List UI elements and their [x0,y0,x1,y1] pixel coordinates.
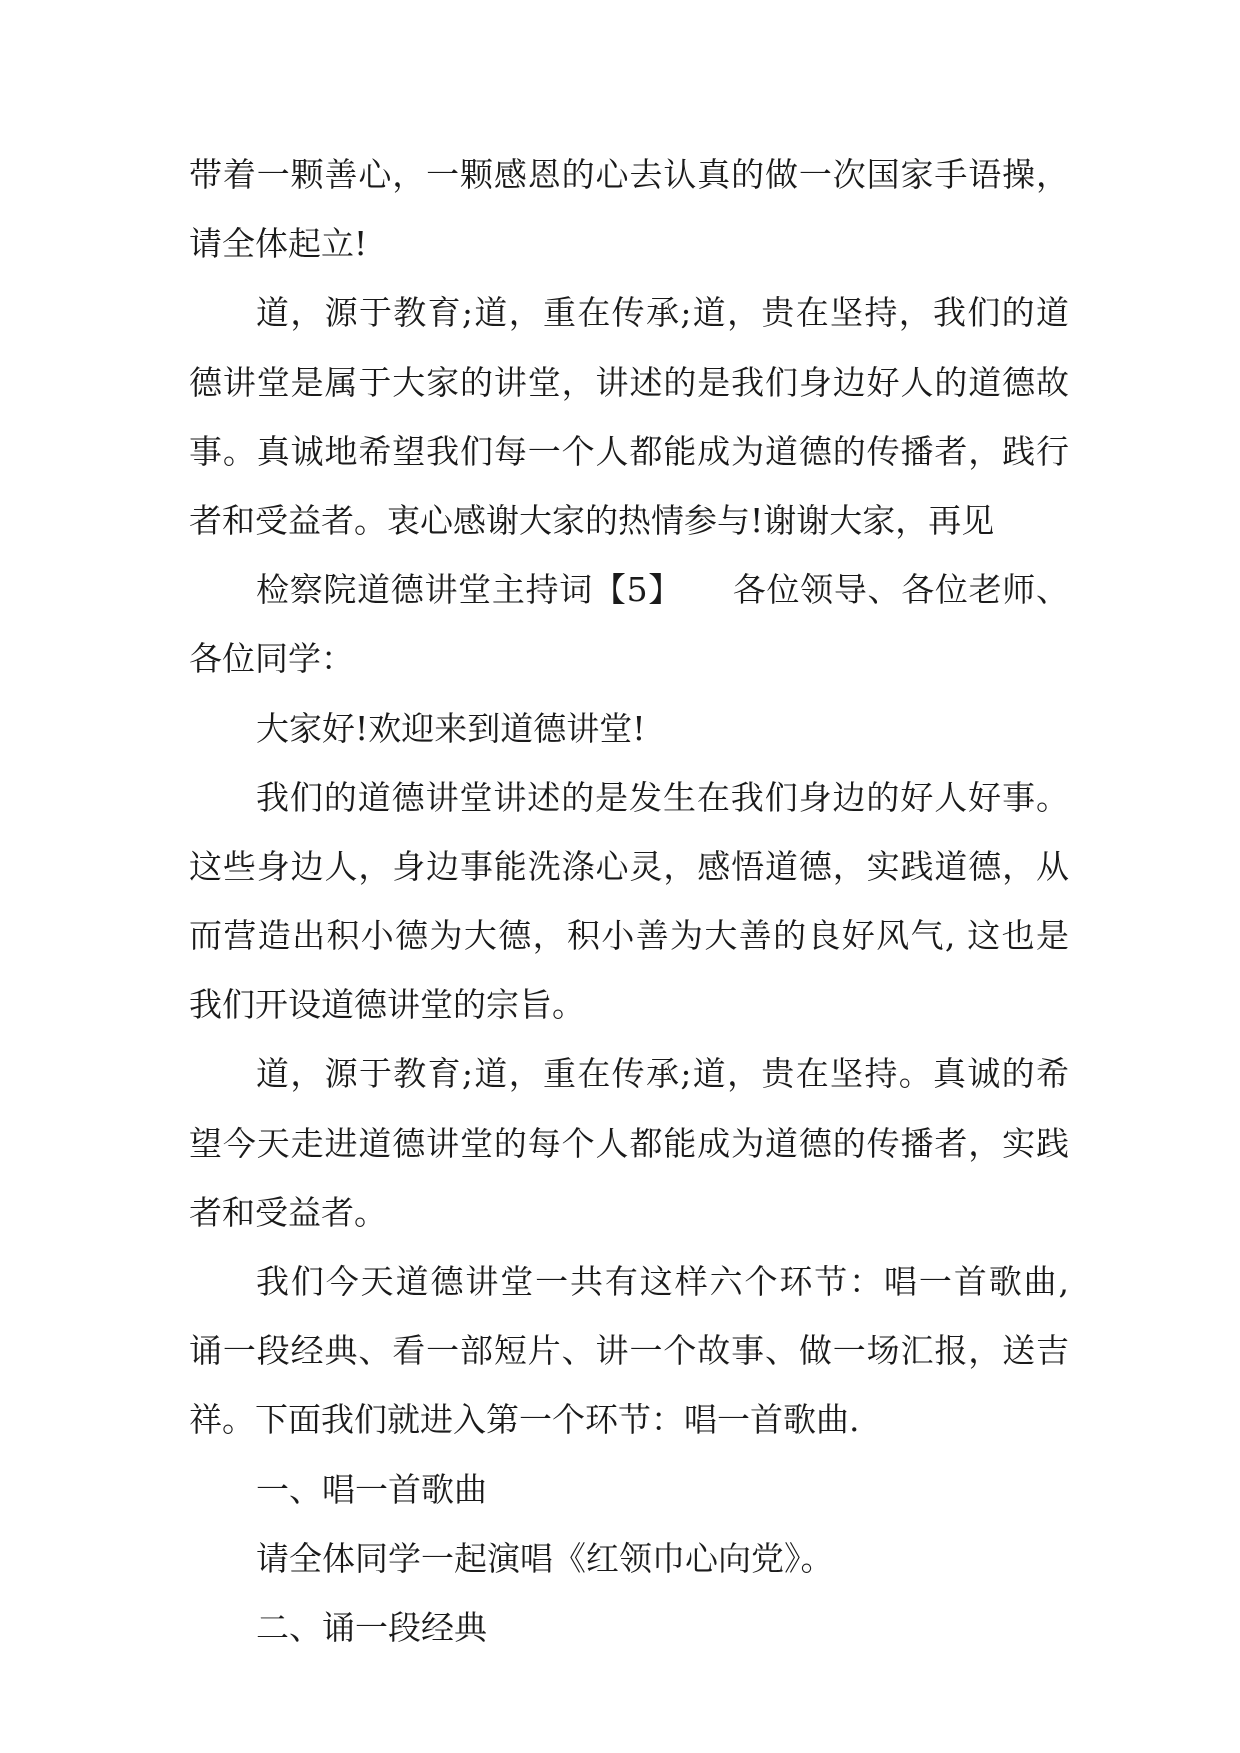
text-line: 请全体起立! [189,224,368,264]
text-line: 者和受益者。衷心感谢大家的热情参与!谢谢大家，再见 [189,500,995,540]
text-line: 我们今天道德讲堂一共有这样六个环节：唱一首歌曲, [256,1262,1069,1301]
paragraph-sign-language [189,140,1069,278]
text-line: 德讲堂是属于大家的讲堂，讲述的是我们身边好人的道德故 [189,362,1069,402]
text-line: 望今天走进道德讲堂的每个人都能成为道德的传播者，实践 [189,1123,1069,1163]
paragraph-item-one-body [189,1524,1069,1593]
text-line: 请全体同学一起演唱《红领巾心向党》。 [256,1538,834,1578]
document-body [189,140,1069,1662]
text-line: 道，源于教育;道，重在传承;道，贵在坚持。真诚的希 [256,1054,1069,1094]
paragraph-hope [189,1039,1069,1247]
paragraph-item-two-heading [189,1593,1069,1662]
text-line: 祥。下面我们就进入第一个环节：唱一首歌曲. [189,1400,860,1440]
list-heading: 一、唱一首歌曲 [256,1469,487,1509]
text-line: 带着一颗善心，一颗感恩的心去认真的做一次国家手语操， [189,155,1069,194]
text-line: 者和受益者。 [189,1192,387,1232]
text-line: 事。真诚地希望我们每一个人都能成为道德的传播者，践行 [189,431,1069,471]
paragraph-purpose [189,763,1069,1040]
text-line: 我们的道德讲堂讲述的是发生在我们身边的好人好事。 [256,777,1069,817]
text-line: 诵一段经典、看一部短片、讲一个故事、做一场汇报，送吉 [189,1331,1069,1371]
text-line: 这些身边人，身边事能洗涤心灵，感悟道德，实践道德，从 [189,846,1069,886]
section-title-line: 检察院道德讲堂主持词【5】 各位领导、各位老师、 [256,570,1069,610]
paragraph-section-heading [189,555,1069,693]
text-line: 我们开设道德讲堂的宗旨。 [189,985,585,1025]
text-line: 大家好!欢迎来到道德讲堂! [256,708,646,748]
text-line: 各位同学： [189,639,354,679]
paragraph-greeting [189,694,1069,763]
list-heading: 二、诵一段经典 [256,1607,487,1647]
text-line: 而营造出积小德为大德，积小善为大善的良好风气, 这也是 [189,916,1069,956]
paragraph-item-one-heading [189,1455,1069,1524]
text-line: 道，源于教育;道，重在传承;道，贵在坚持，我们的道 [256,293,1069,333]
paragraph-closing-remarks [189,278,1069,555]
paragraph-agenda [189,1247,1069,1455]
